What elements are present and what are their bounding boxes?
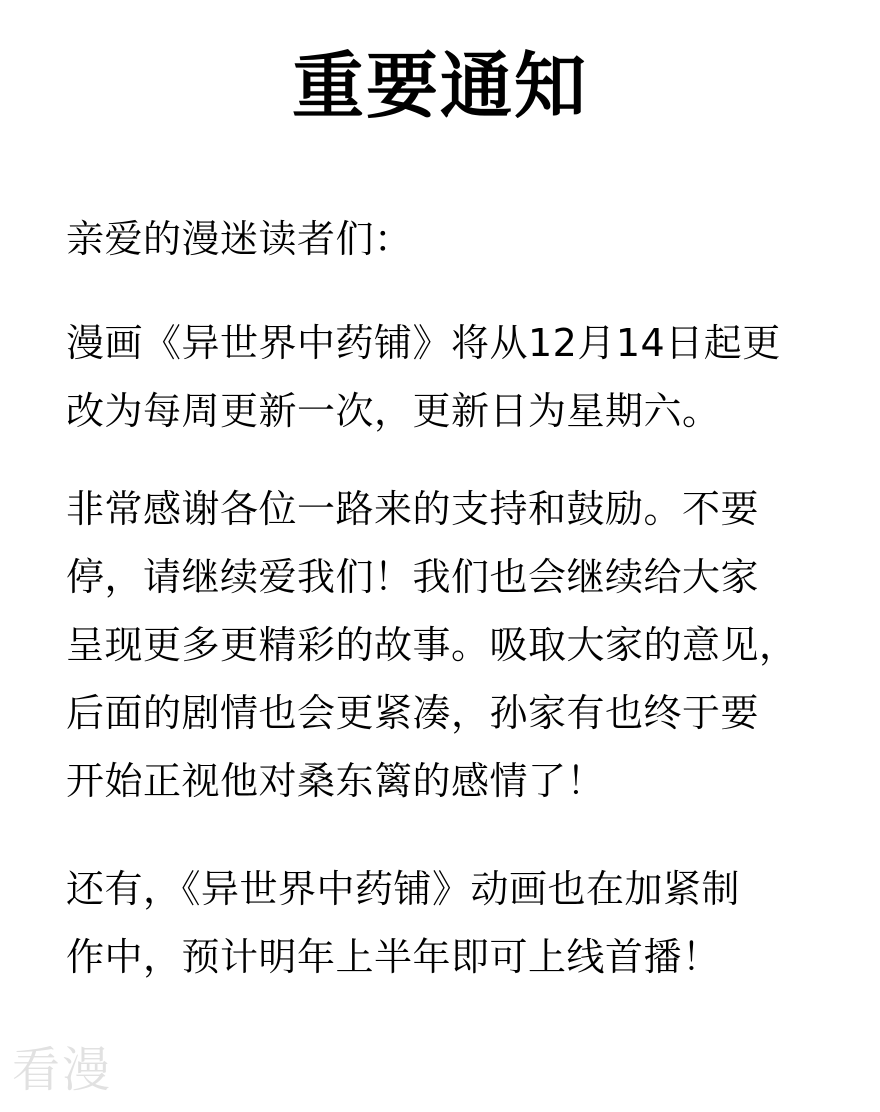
paragraph-line: 开始正视他对桑东篱的感情了！ xyxy=(66,759,606,803)
paragraph-line: 还有，《异世界中药铺》动画也在加紧制 xyxy=(66,867,741,911)
paragraph-animation xyxy=(66,855,856,991)
page-title: 重要通知 xyxy=(291,44,588,128)
site-watermark: 看漫 xyxy=(12,1042,113,1098)
greeting-text: 亲爱的漫迷读者们： xyxy=(66,217,413,261)
notice-body xyxy=(66,205,856,991)
paragraph-line: 停，请继续爱我们！我们也会继续给大家 xyxy=(66,555,760,599)
paragraph-line: 非常感谢各位一路来的支持和鼓励。不要 xyxy=(66,487,760,531)
paragraph-line: 作中，预计明年上半年即可上线首播！ xyxy=(66,935,721,979)
paragraph-line: 改为每周更新一次，更新日为星期六。 xyxy=(66,389,721,433)
paragraph-schedule-change xyxy=(66,309,856,445)
paragraph-line: 后面的剧情也会更紧凑，孙家有也终于要 xyxy=(66,691,760,735)
paragraph-line: 呈现更多更精彩的故事。吸取大家的意见， xyxy=(66,623,798,667)
paragraph-line: 漫画《异世界中药铺》将从12月14日起更 xyxy=(66,321,781,365)
paragraph-thanks xyxy=(66,475,856,815)
